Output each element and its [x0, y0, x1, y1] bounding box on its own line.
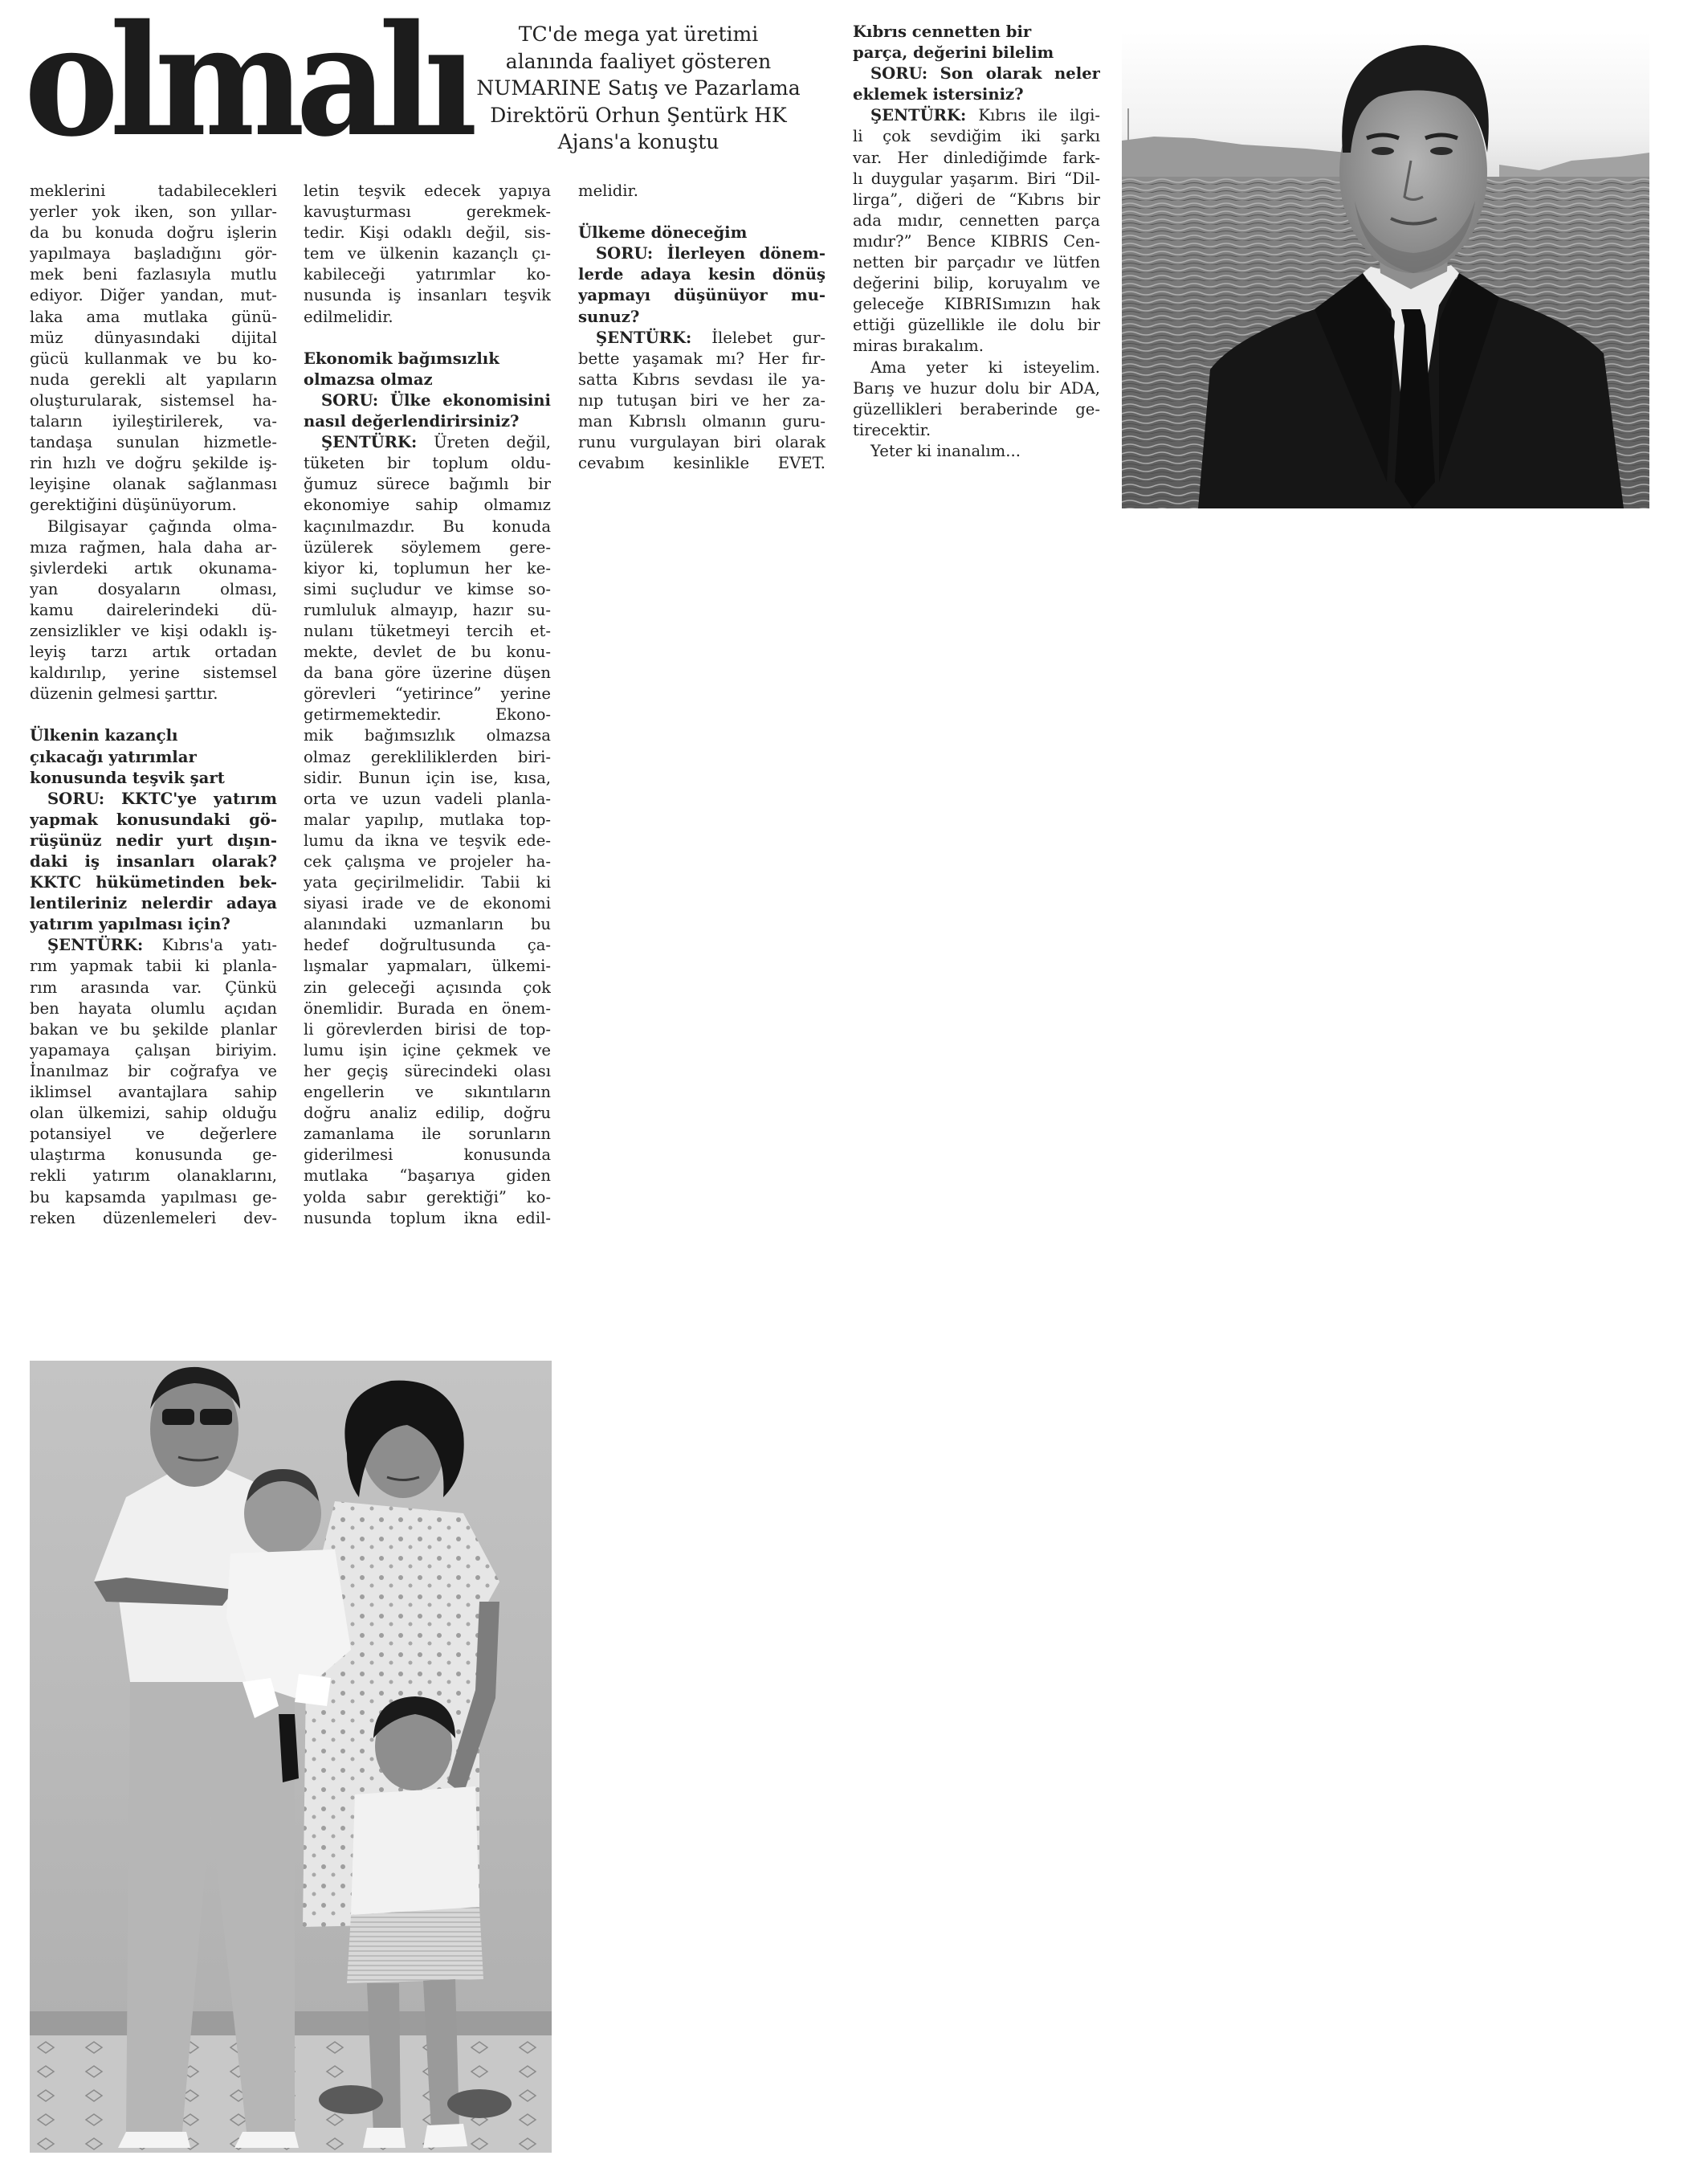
heading-line: parça, değerini bilelim: [853, 43, 1054, 63]
text-line: nusunda toplum ikna edil-: [304, 1208, 551, 1227]
text-line: kamu dairelerindeki dü-: [30, 600, 277, 619]
text-line: SORU: İlerleyen dönem-: [596, 244, 826, 263]
text-line: zensizlikler ve kişi odaklı iş-: [30, 621, 277, 640]
text-line: oluşturularak, sistemsel ha-: [30, 390, 277, 410]
text-line: li görevlerden birisi de top-: [304, 1019, 551, 1039]
text-line: giderilmesi konusunda: [304, 1145, 551, 1165]
interview-answer: [853, 105, 1100, 357]
text-line: tem ve ülkenin kazançlı çı-: [304, 244, 551, 263]
heading-line: Kıbrıs cennetten bir: [853, 22, 1032, 41]
text-line: doğru analiz edilip, doğru: [304, 1104, 551, 1123]
text-line: nusunda iş insanları teşvik: [304, 286, 551, 305]
subtitle-line: TC'de mega yat üretimi: [518, 22, 759, 46]
answer-first-line: ŞENTÜRK: Kıbrıs ile ilgi-: [870, 106, 1100, 125]
article-title: olmalı: [24, 0, 469, 170]
text-line: yapmayı düşünüyor mu-: [578, 286, 826, 305]
text-line: yolda sabır gerektiği” ko-: [304, 1187, 551, 1206]
section-heading: [578, 222, 826, 243]
portrait-image: [1122, 32, 1649, 508]
portrait-photo: [1122, 32, 1649, 508]
text-line: kiyor ki, toplumun her ke-: [304, 558, 551, 578]
text-line: tandaşa sunulan hizmetle-: [30, 433, 277, 452]
text-line: KKTC hükümetinden bek-: [30, 873, 277, 892]
text-line: meklerini tadabilecekleri: [30, 182, 277, 200]
family-photo: [30, 1361, 552, 2153]
text-line: ettiği güzellikle ile dolu bir: [853, 316, 1100, 335]
text-line: kabileceği yatırımlar ko-: [304, 265, 551, 284]
paragraph: [30, 516, 277, 705]
text-line: kavuşturması gerekmek-: [304, 202, 551, 222]
text-line: reken düzenlemeleri dev-: [30, 1208, 277, 1227]
heading-line: Ekonomik bağımsızlık: [304, 349, 499, 368]
text-line: simi suçludur ve kimse so-: [304, 579, 551, 598]
text-line: SORU: Ülke ekonomisini: [321, 390, 551, 410]
article-column-3: [578, 181, 826, 474]
text-line: zamanlama ile sorunların: [304, 1125, 551, 1144]
interview-answer: [578, 328, 826, 475]
text-line: tirecektir.: [853, 420, 931, 439]
text-line: her geçiş sürecindeki olası: [304, 1061, 551, 1080]
text-line: ada mıdır, cennetten parça: [853, 210, 1100, 230]
answer-first-line: ŞENTÜRK: Üreten değil,: [321, 433, 551, 452]
text-line: değerini bilip, koruyalım ve: [853, 274, 1100, 293]
text-line: olan ülkemizi, sahip olduğu: [30, 1104, 277, 1123]
family-image: [30, 1361, 552, 2153]
article-subtitle: [458, 21, 819, 156]
text-line: hedef doğrultusunda ça-: [304, 936, 551, 955]
text-line: geleceğe KIBRISımızın hak: [853, 295, 1100, 314]
text-line: sunuz?: [578, 307, 640, 326]
text-line: düzenin gelmesi şarttır.: [30, 684, 218, 704]
answer-first-line: ŞENTÜRK: İlelebet gur-: [596, 328, 826, 347]
text-line: rım arasında var. Çünkü: [30, 978, 277, 997]
text-line: Ama yeter ki isteyelim.: [870, 357, 1100, 377]
text-line: satta Kıbrıs sevdası ile ya-: [578, 369, 826, 389]
text-line: runu vurgulayan biri olarak: [578, 433, 826, 452]
text-line: man Kıbrıslı olmanın guru-: [578, 412, 826, 431]
text-line: laka ama mutlaka günü-: [30, 307, 277, 326]
interview-answer: [304, 432, 551, 1229]
text-line: gücü kullanmak ve bu ko-: [30, 349, 277, 368]
text-line: ekonomiye sahip olmamız: [304, 496, 551, 515]
paragraph: [578, 181, 826, 202]
text-line: gerektiğini düşünüyorum.: [30, 496, 237, 515]
text-line: malar yapılıp, mutlaka top-: [304, 810, 551, 829]
answer-first-line: ŞENTÜRK: Kıbrıs'a yatı-: [47, 936, 277, 955]
text-line: güzellikleri beraberinde ge-: [853, 399, 1100, 418]
text-line: da bana göre üzerine düşen: [304, 663, 551, 683]
text-line: ulaştırma konusunda ge-: [30, 1145, 277, 1165]
text-line: tüketen bir toplum oldu-: [304, 454, 551, 473]
text-line: şivlerdeki artık okunama-: [30, 558, 277, 578]
text-line: daki iş insanları olarak?: [30, 852, 277, 871]
text-line: yerler yok iken, son yıllar-: [30, 202, 277, 222]
text-line: sidir. Bunun için ise, kısa,: [304, 768, 551, 787]
text-line: lirga”, diğeri de “Kıbrıs bir: [853, 190, 1100, 209]
text-line: rumluluk almayıp, hazır su-: [304, 600, 551, 619]
text-line: alanındaki uzmanların bu: [304, 915, 551, 934]
text-line: tedir. Kişi odaklı değil, sis-: [304, 223, 551, 243]
text-line: ğumuz sürece bağımlı bir: [304, 475, 551, 494]
text-line: edilmelidir.: [304, 307, 393, 326]
text-line: nıp tutuşan biri ve her za-: [578, 390, 826, 410]
text-line: rin hızlı ve doğru şekilde iş-: [30, 454, 277, 473]
subtitle-line: NUMARINE Satış ve Pazarlama: [476, 76, 801, 100]
text-line: lı duygular yaşarım. Biri “Dil-: [853, 169, 1100, 188]
text-line: rım yapmak tabii ki planla-: [30, 957, 277, 976]
text-line: görevleri “yetirince” yerine: [304, 684, 551, 704]
text-line: Bilgisayar çağında olma-: [47, 516, 277, 536]
text-line: getirmemektedir. Ekono-: [304, 705, 551, 725]
text-line: var. Her dinlediğimde fark-: [853, 148, 1100, 167]
text-line: lumu da ikna ve teşvik ede-: [304, 831, 551, 850]
text-line: netten bir parçadır ve lütfen: [853, 253, 1100, 272]
text-line: nasıl değerlendirirsiniz?: [304, 412, 520, 431]
text-line: mek beni fazlasıyla mutlu: [30, 265, 277, 284]
text-line: ben hayata olumlu açıdan: [30, 998, 277, 1018]
text-line: zin geleceği açısında çok: [304, 978, 551, 997]
interview-question: [30, 789, 277, 936]
text-line: leyiş tarzı artık ortadan: [30, 643, 277, 662]
text-line: kaçınılmazdır. Bu konuda: [304, 516, 551, 536]
text-line: yatırım yapılması için?: [30, 915, 230, 934]
text-line: li çok sevdiğim iki şarkı: [853, 127, 1100, 146]
interview-answer: [30, 935, 277, 1228]
text-line: Yeter ki inanalım...: [870, 441, 1021, 460]
text-line: cek çalışma ve projeler ha-: [304, 852, 551, 871]
paragraph: [853, 357, 1100, 441]
text-line: siyasi irade ve de ekonomi: [304, 894, 551, 913]
text-line: potansiyel ve değerlere: [30, 1125, 277, 1144]
text-line: kaldırılıp, yerine sistemsel: [30, 663, 277, 683]
heading-line: çıkacağı yatırımlar: [30, 747, 197, 766]
heading-line: Ülkeme döneceğim: [578, 223, 748, 243]
text-line: mıdır?” Bence KIBRIS Cen-: [853, 231, 1100, 251]
text-line: yata geçirilmelidir. Tabii ki: [304, 873, 551, 892]
text-line: miras bırakalım.: [853, 337, 984, 356]
section-heading: [30, 725, 277, 788]
text-line: olmaz gerekliliklerden biri-: [304, 747, 551, 766]
text-line: engellerin ve sıkıntıların: [304, 1083, 551, 1102]
text-line: önemlidir. Burada en önem-: [304, 998, 551, 1018]
text-line: nuda gerekli alt yapıların: [30, 369, 277, 389]
paragraph: [853, 441, 1100, 462]
subtitle-line: alanında faaliyet gösteren: [505, 49, 772, 73]
text-line: mekte, devlet de bu konu-: [304, 643, 551, 662]
text-line: letin teşvik edecek yapıya: [304, 182, 551, 200]
heading-line: Ülkenin kazançlı: [30, 726, 178, 745]
text-line: yapılmaya başladığını gör-: [30, 244, 277, 263]
heading-line: olmazsa olmaz: [304, 369, 433, 389]
text-line: ediyor. Diğer yandan, mut-: [30, 286, 277, 305]
text-line: lışmalar yapmaları, ülkemi-: [304, 957, 551, 976]
text-line: SORU: KKTC'ye yatırım: [47, 789, 277, 808]
text-line: rekli yatırım olanaklarını,: [30, 1166, 277, 1186]
text-line: lentileriniz nelerdir adaya: [30, 894, 277, 913]
paragraph: [30, 181, 277, 516]
text-line: rüşünüz nedir yurt dışın-: [30, 831, 277, 850]
article-column-1: [30, 181, 277, 1229]
text-line: yapamaya çalışan biriyim.: [30, 1040, 277, 1059]
text-line: leyişine olanak sağlanması: [30, 475, 277, 494]
article-column-2: [304, 181, 551, 1229]
text-line: yan dosyaların olması,: [30, 579, 277, 598]
text-line: SORU: Son olarak neler: [870, 64, 1100, 84]
interview-question: [578, 243, 826, 327]
text-line: orta ve uzun vadeli planla-: [304, 789, 551, 808]
text-line: melidir.: [578, 182, 638, 200]
text-line: bette yaşamak mı? Her fır-: [578, 349, 826, 368]
text-line: da bu konuda doğru işlerin: [30, 223, 277, 243]
text-line: mik bağımsızlık olmazsa: [304, 726, 551, 745]
interview-question: [304, 390, 551, 432]
subtitle-line: Ajans'a konuştu: [557, 130, 720, 153]
interview-question: [853, 63, 1100, 105]
text-line: mutlaka “başarıya giden: [304, 1166, 551, 1186]
paragraph: [304, 181, 551, 328]
text-line: taların iyileştirilerek, va-: [30, 412, 277, 431]
article-column-4: [853, 22, 1100, 462]
subtitle-line: Direktörü Orhun Şentürk HK: [490, 103, 787, 127]
section-heading: [853, 22, 1100, 63]
text-line: lumu işin içine çekmek ve: [304, 1040, 551, 1059]
text-line: bakan ve bu şekilde planlar: [30, 1019, 277, 1039]
text-line: müz dünyasındaki dijital: [30, 328, 277, 347]
heading-line: konusunda teşvik şart: [30, 768, 225, 787]
text-line: Barış ve huzur dolu bir ADA,: [853, 378, 1100, 398]
text-line: lerde adaya kesin dönüş: [578, 265, 826, 284]
text-line: nulanı tüketmeyi tercih et-: [304, 621, 551, 640]
text-line: cevabım kesinlikle EVET.: [578, 454, 826, 473]
text-line: yapmak konusundaki gö-: [30, 810, 277, 829]
text-line: mıza rağmen, hala daha ar-: [30, 537, 277, 557]
text-line: bu kapsamda yapılması ge-: [30, 1187, 277, 1206]
section-heading: [304, 349, 551, 390]
text-line: üzülerek söylemem gere-: [304, 537, 551, 557]
text-line: iklimsel avantajlara sahip: [30, 1083, 277, 1102]
text-line: eklemek istersiniz?: [853, 85, 1024, 104]
text-line: İnanılmaz bir coğrafya ve: [30, 1061, 277, 1080]
